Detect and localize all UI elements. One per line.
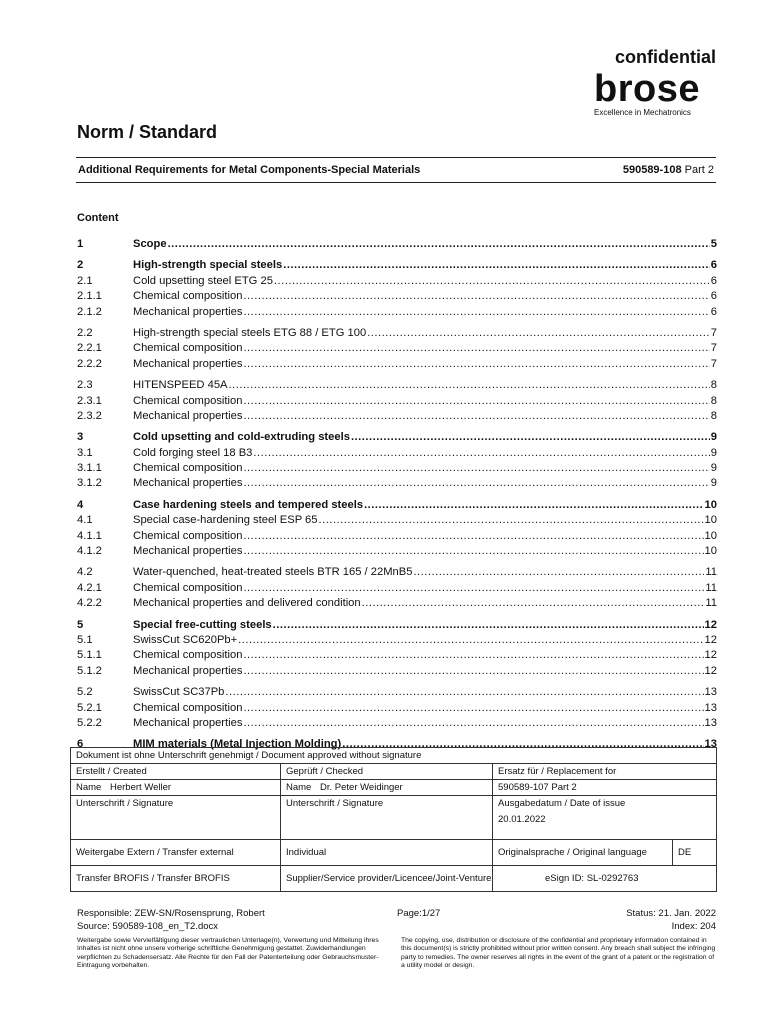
toc-entry[interactable] [77, 498, 717, 513]
toc-entry-number: 5.2.2 [77, 716, 102, 729]
toc-entry-title: Mechanical properties [133, 477, 243, 490]
toc-entry[interactable] [77, 341, 717, 356]
toc-entry[interactable] [77, 596, 717, 611]
toc-entry-page: 12 [704, 633, 717, 646]
page-footer [77, 907, 716, 971]
toc-entry[interactable] [77, 664, 717, 679]
toc-entry-page: 11 [705, 597, 717, 610]
toc-entry-number: 5.2.1 [77, 701, 102, 714]
toc-entry[interactable] [77, 618, 717, 633]
toc-entry-title: Mechanical properties [133, 716, 243, 729]
logo-tagline: Excellence in Mechatronics [594, 108, 691, 117]
toc-leader-dots [243, 409, 709, 424]
document-number: 590589-108 Part 2 [622, 164, 714, 176]
issue-date-cell [493, 796, 717, 840]
toc-leader-dots [243, 289, 709, 304]
toc-entry-title: Special case-hardening steel ESP 65 [133, 514, 318, 527]
toc-leader-dots [319, 513, 704, 528]
name-label: Name [76, 782, 102, 793]
toc-leader-dots [225, 685, 703, 700]
toc-entry-page: 7 [710, 357, 717, 370]
toc-entry-number: 5.1 [77, 633, 93, 646]
toc-entry-number: 4.2.2 [77, 597, 102, 610]
toc-entry-page: 10 [704, 545, 717, 558]
name-label: Name [286, 782, 312, 793]
status: Status: 21. Jan. 2022 [626, 908, 716, 919]
toc-entry[interactable] [77, 326, 717, 341]
toc-leader-dots [283, 258, 710, 273]
brofis-value: Supplier/Service provider/Licencee/Joint-Venture [281, 866, 493, 892]
toc-entry-number: 4.1.2 [77, 545, 102, 558]
source: Source: 590589-108_en_T2.docx [77, 921, 219, 932]
toc-entry[interactable] [77, 716, 717, 731]
toc-leader-dots [367, 326, 710, 341]
toc-leader-dots [413, 565, 704, 580]
approval-notice: Dokument ist ohne Unterschrift genehmigt / Document approved without signature [71, 748, 717, 764]
document-title: Additional Requirements for Metal Components-Special Materials [78, 164, 421, 176]
toc-entry[interactable] [77, 274, 717, 289]
toc-entry-title: Mechanical properties and delivered condition [133, 597, 361, 610]
toc-entry[interactable] [77, 378, 717, 393]
brofis-label: Transfer BROFIS / Transfer BROFIS [71, 866, 281, 892]
toc-leader-dots [351, 430, 710, 445]
toc-entry[interactable] [77, 685, 717, 700]
toc-entry-number: 2.2.1 [77, 342, 102, 355]
toc-entry-page: 13 [704, 716, 717, 729]
transfer-external-label: Weitergabe Extern / Transfer external [71, 840, 281, 866]
toc-entry-page: 10 [704, 498, 717, 511]
page-title: Norm / Standard [77, 122, 218, 142]
esign-id: eSign ID: SL-0292763 [493, 866, 717, 892]
toc-leader-dots [243, 716, 703, 731]
document-header [76, 157, 716, 183]
toc-entry[interactable] [77, 237, 717, 252]
toc-leader-dots [168, 237, 710, 252]
replacement-label: Ersatz für / Replacement for [493, 764, 717, 780]
toc-leader-dots [273, 618, 704, 633]
toc-entry-title: Mechanical properties [133, 357, 243, 370]
toc-entry[interactable] [77, 513, 717, 528]
toc-leader-dots [243, 476, 709, 491]
toc-entry-title: HITENSPEED 45A [133, 379, 228, 392]
toc-entry-number: 2.1.2 [77, 305, 102, 318]
toc-entry-title: Scope [133, 238, 167, 250]
toc-entry[interactable] [77, 409, 717, 424]
toc-entry-number: 3.1.1 [77, 462, 102, 475]
toc-entry-number: 2.1 [77, 274, 93, 287]
toc-entry-page: 8 [710, 379, 717, 392]
toc-entry[interactable] [77, 305, 717, 320]
toc-entry-number: 2.2 [77, 326, 93, 339]
toc-leader-dots [274, 274, 710, 289]
toc-leader-dots [243, 341, 709, 356]
toc-entry-title: SwissCut SC37Pb [133, 686, 225, 699]
checked-name: Dr. Peter Weidinger [320, 782, 403, 793]
approval-table [70, 747, 717, 892]
checked-signature: Unterschrift / Signature [281, 796, 493, 840]
toc-entry[interactable] [77, 258, 717, 273]
toc-entry-title: Mechanical properties [133, 409, 243, 422]
toc-entry-number: 2 [77, 259, 84, 272]
toc-entry-page: 10 [704, 514, 717, 527]
toc-entry-number: 3.1.2 [77, 477, 102, 490]
toc-entry[interactable] [77, 701, 717, 716]
toc-entry-title: Cold forging steel 18 B3 [133, 446, 253, 459]
language-label: Originalsprache / Original language [493, 840, 673, 866]
toc-leader-dots [364, 498, 703, 513]
toc-entry-page: 12 [704, 618, 717, 631]
toc-entry-page: 9 [710, 446, 717, 459]
transfer-external-value: Individual [281, 840, 493, 866]
toc-entry-page: 6 [710, 305, 717, 318]
toc-leader-dots [253, 446, 709, 461]
toc-entry-number: 4.2 [77, 566, 93, 579]
toc-entry-title: Chemical composition [133, 394, 243, 407]
toc-entry-page: 9 [710, 462, 717, 475]
toc-entry-page: 10 [704, 529, 717, 542]
toc-leader-dots [243, 648, 703, 663]
toc-leader-dots [362, 596, 705, 611]
issue-label: Ausgabedatum / Date of issue [498, 798, 626, 809]
toc-entry-page: 13 [704, 701, 717, 714]
logo-wordmark: brose [594, 68, 700, 110]
toc-entry-title: Chemical composition [133, 462, 243, 475]
toc-entry-title: Chemical composition [133, 701, 243, 714]
toc-entry[interactable] [77, 289, 717, 304]
toc-entry-title: MIM materials (Metal Injection Molding) [133, 738, 342, 751]
toc-entry-title: Case hardening steels and tempered steels [133, 498, 364, 511]
toc-entry[interactable] [77, 648, 717, 663]
toc-leader-dots [243, 529, 703, 544]
toc-entry-number: 1 [77, 238, 84, 250]
toc-entry[interactable] [77, 529, 717, 544]
toc-leader-dots [238, 633, 703, 648]
replacement-value: 590589-107 Part 2 [493, 780, 717, 796]
toc-entry[interactable] [77, 544, 717, 559]
toc-entry-number: 5 [77, 618, 84, 631]
toc-entry-title: Chemical composition [133, 290, 243, 303]
toc-leader-dots [243, 581, 704, 596]
toc-entry-title: Mechanical properties [133, 305, 243, 318]
toc-entry-title: Mechanical properties [133, 664, 243, 677]
toc-leader-dots [243, 305, 709, 320]
toc-entry-page: 11 [705, 581, 717, 594]
created-name-cell [71, 780, 281, 796]
toc-entry-title: Chemical composition [133, 649, 243, 662]
checked-label: Geprüft / Checked [281, 764, 493, 780]
toc-entry[interactable] [77, 357, 717, 372]
toc-entry-page: 13 [704, 738, 717, 751]
toc-entry-title: Chemical composition [133, 581, 243, 594]
toc-entry[interactable] [77, 633, 717, 648]
toc-entry-number: 4 [77, 498, 84, 511]
responsible: Responsible: ZEW-SN/Rosensprung, Robert [77, 908, 265, 919]
toc-entry-title: High-strength special steels ETG 88 / ETG 100 [133, 326, 367, 339]
toc-entry-page: 12 [704, 649, 717, 662]
toc-entry-number: 3 [77, 431, 84, 444]
toc-entry-title: SwissCut SC620Pb+ [133, 633, 238, 646]
created-label: Erstellt / Created [71, 764, 281, 780]
toc-entry-number: 6 [77, 738, 84, 751]
toc-entry[interactable] [77, 476, 717, 491]
toc-entry-number: 4.2.1 [77, 581, 102, 594]
toc-entry-page: 11 [705, 566, 717, 579]
toc-leader-dots [229, 378, 710, 393]
issue-date: 20.01.2022 [498, 814, 546, 825]
toc-entry-title: Chemical composition [133, 342, 243, 355]
toc-entry-page: 6 [710, 259, 717, 272]
created-signature: Unterschrift / Signature [71, 796, 281, 840]
toc-leader-dots [243, 461, 709, 476]
toc-entry-page: 7 [710, 326, 717, 339]
toc-entry-title: Chemical composition [133, 529, 243, 542]
toc-entry-title: Mechanical properties [133, 545, 243, 558]
toc-entry-number: 5.2 [77, 686, 93, 699]
toc-entry-number: 2.2.2 [77, 357, 102, 370]
toc-entry-title: Special free-cutting steels [133, 618, 272, 631]
brose-logo [594, 68, 716, 118]
toc-entry[interactable] [77, 394, 717, 409]
page-number: Page:1/27 [397, 908, 441, 919]
toc-entry-page: 8 [710, 409, 717, 422]
checked-name-cell [281, 780, 493, 796]
toc-entry-number: 5.1.2 [77, 664, 102, 677]
legal-notice-en: The copying, use, distribution or disclosure of the confidential and proprietary information contained in this document(s) is strictly prohibited without prior written consent. Any breach shall subject the infringing party to remedies. The owner reserves all rights in the event of the grant of a patent or the registration of a utility model or design. [401, 937, 716, 970]
toc-entry[interactable] [77, 581, 717, 596]
toc-entry-page: 9 [710, 477, 717, 490]
index: Index: 204 [671, 921, 716, 932]
toc-leader-dots [243, 357, 709, 372]
document-part: Part 2 [684, 164, 714, 176]
toc-entry-number: 2.1.1 [77, 290, 102, 303]
legal-notice-de: Weitergabe sowie Vervielfältigung dieser vertraulichen Unterlage(n), Verwertung und Mitteilung ihres Inhaltes ist nicht ohne unsere vorherige schriftliche Genehmigung gestattet. Zuwiderhandlungen verpflichten zu Schadensersatz. Alle Rechte für den Fall der Patenterteilung oder Gebrauchsmuster-Eintragung vorbehalten. [77, 937, 379, 970]
toc-entry-number: 2.3.2 [77, 409, 102, 422]
toc-entry-page: 9 [710, 431, 717, 444]
toc-entry-number: 2.3.1 [77, 394, 102, 407]
toc-entry-page: 8 [710, 394, 717, 407]
toc-entry-page: 6 [710, 290, 717, 303]
toc-entry-title: Water-quenched, heat-treated steels BTR 165 / 22MnB5 [133, 566, 413, 579]
toc-entry-number: 3.1 [77, 446, 93, 459]
table-of-contents [77, 237, 717, 753]
toc-leader-dots [243, 544, 703, 559]
toc-entry-page: 13 [704, 686, 717, 699]
toc-entry-title: Cold upsetting steel ETG 25 [133, 274, 273, 287]
toc-entry-page: 5 [710, 238, 717, 250]
created-name: Herbert Weller [110, 782, 172, 793]
toc-entry[interactable] [77, 565, 717, 580]
toc-entry-title: High-strength special steels [133, 259, 283, 272]
toc-entry-number: 2.3 [77, 379, 93, 392]
toc-leader-dots [243, 394, 709, 409]
toc-entry-title: Cold upsetting and cold-extruding steels [133, 431, 350, 444]
toc-entry-page: 7 [710, 342, 717, 355]
toc-entry[interactable] [77, 461, 717, 476]
toc-entry-number: 4.1 [77, 514, 93, 527]
toc-leader-dots [243, 701, 703, 716]
toc-entry-number: 5.1.1 [77, 649, 102, 662]
toc-entry[interactable] [77, 430, 717, 445]
toc-leader-dots [243, 664, 703, 679]
toc-entry[interactable] [77, 446, 717, 461]
content-heading: Content [77, 212, 119, 224]
language-value: DE [673, 840, 717, 866]
toc-entry-page: 12 [704, 664, 717, 677]
toc-entry-number: 4.1.1 [77, 529, 102, 542]
toc-entry-page: 6 [710, 274, 717, 287]
confidential-label: confidential [614, 47, 716, 67]
